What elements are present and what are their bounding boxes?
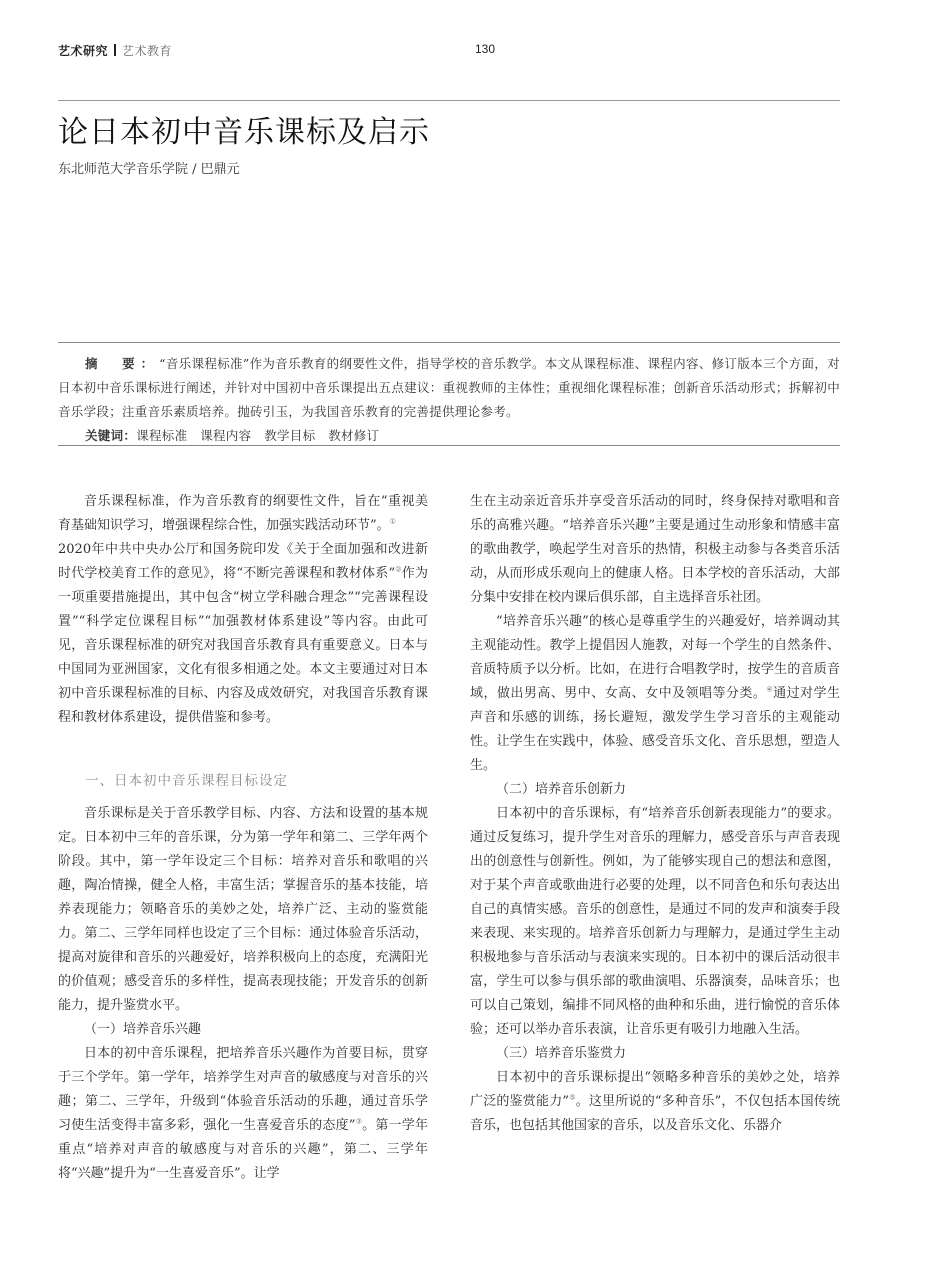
- footnote-ref-3: ③: [355, 1117, 363, 1126]
- header-rule: [58, 100, 840, 101]
- interest-core-text-1: “培养音乐兴趣”的核心是尊重学生的兴趣爱好，培养调动其主观能动性。教学上提倡因人施教，对每一个学生的自然条件、音质特质予以分析。比如，在进行合唱教学时，按学生的音质音域，做出男高、男中、女高、女中及领唱等分类。: [470, 614, 840, 701]
- footnote-ref-5: ⑤: [569, 1093, 576, 1102]
- section-name: 艺术教育: [122, 44, 173, 58]
- header-separator: [114, 44, 116, 56]
- abstract-bottom-rule: [58, 445, 840, 446]
- journal-name: 艺术研究: [58, 44, 109, 58]
- intro-text-3: 作为一项重要措施提出，其中包含“树立学科融合理念”“完善课程设置”“科学定位课程目标”“加强教材体系建设”等内容。由此可见，音乐课程标准的研究对我国音乐教育具有重要意义。日本与中国同为亚洲国家，文化有很多相通之处。本文主要通过对日本初中音乐课程标准的目标、内容及成效研究，对我国音乐教育课程和教材体系建设，提供借鉴和参考。: [58, 566, 428, 725]
- intro-text-1: 音乐课程标准，作为音乐教育的纲要性文件，旨在“重视美育基础知识学习，增强课程综合性，加强实践活动环节”。: [58, 494, 428, 533]
- subsection-1-text-1: 日本的初中音乐课程，把培养音乐兴趣作为首要目标，贯穿于三个学年。第一学年，培养学生对声音的敏感度与对音乐的兴趣；第二、三学年，升级到“体验音乐活动的乐趣，通过音乐学习使生活变得丰富多彩，强化一生喜爱音乐的态度”: [58, 1046, 428, 1133]
- running-header: [58, 40, 840, 64]
- footnote-ref-2: ②: [395, 565, 402, 574]
- right-column: [470, 490, 840, 1138]
- keywords-text: 课程标准 课程内容 教学目标 教材修订: [136, 428, 380, 443]
- interest-core-text-2: 通过对学生声音和乐感的训练，扬长避短，激发学生学习音乐的主观能动性。让学生在实践中，体验、感受音乐文化、音乐思想，塑造人生。: [470, 686, 840, 773]
- subsection-1-paragraph: [58, 1042, 428, 1186]
- author-line: 东北师范大学音乐学院 / 巴鼎元: [58, 162, 240, 177]
- footnote-ref-1: ①: [389, 517, 396, 526]
- intro-paragraph: [58, 490, 428, 730]
- abstract-block: [58, 352, 840, 448]
- section-1-heading: 一、日本初中音乐课程目标设定: [85, 773, 288, 789]
- subsection-3-paragraph: [470, 1066, 840, 1138]
- left-column: [58, 490, 428, 1186]
- journal-label: [58, 42, 172, 59]
- subsection-1-text-2: 。第一学年重点“培养对声音的敏感度与对音乐的兴趣”，第二、三学年将“兴趣”提升为“一生喜爱音乐”。让学: [58, 1118, 428, 1181]
- page-number: 130: [475, 42, 496, 56]
- intro-text-2: 2020年中共中央办公厅和国务院印发《关于全面加强和改进新时代学校美育工作的意见》，将“不断完善课程和教材体系”: [58, 542, 428, 581]
- abstract-paragraph: [58, 352, 840, 424]
- section-spacer: [58, 730, 428, 754]
- article-title: 论日本初中音乐课标及启示: [58, 115, 430, 150]
- keywords-label: 关键词：: [85, 428, 137, 443]
- subsection-2-paragraph: 日本初中的音乐课标，有“培养音乐创新表现能力”的要求。通过反复练习，提升学生对音乐的理解力，感受音乐与声音表现出的创意性与创新性。例如，为了能够实现自己的想法和意图，对于某个声音或歌曲进行必要的处理，以不同音色和乐句表达出自己的真情实感。音乐的创意性，是通过不同的发声和演奏手段来表现、来实现的。培养音乐创新力与理解力，是通过学生主动积极地参与音乐活动与表演来实现的。日本初中的课后活动很丰富，学生可以参与俱乐部的歌曲演唱、乐器演奏，品味音乐；也可以自己策划，编排不同风格的曲种和乐曲，进行愉悦的音乐体验；还可以举办音乐表演，让音乐更有吸引力地融入生活。: [470, 806, 840, 1037]
- interest-core-paragraph: [470, 610, 840, 778]
- footnote-ref-4: ④: [766, 685, 774, 694]
- section-1-paragraph: 音乐课标是关于音乐教学目标、内容、方法和设置的基本规定。日本初中三年的音乐课，分为第一学年和第二、三学年两个阶段。其中，第一学年设定三个目标：培养对音乐和歌唱的兴趣，陶冶情操，健全人格，丰富生活；掌握音乐的基本技能，培养表现能力；领略音乐的美妙之处，培养广泛、主动的鉴赏能力。第二、三学年同样也设定了三个目标：通过体验音乐活动，提高对旋律和音乐的兴趣爱好，培养积极向上的态度，充满阳光的价值观；感受音乐的多样性，提高表现技能；开发音乐的创新能力，提升鉴赏水平。: [58, 806, 428, 1013]
- subsection-2-heading: （二）培养音乐创新力: [496, 782, 627, 797]
- subsection-1-heading: （一）培养音乐兴趣: [84, 1022, 202, 1037]
- subsection-3-text-2: 。这里所说的“多种音乐”，不仅包括本国传统音乐，也包括其他国家的音乐，以及音乐文化、乐器介: [470, 1094, 841, 1133]
- subsection-3-heading: （三）培养音乐鉴赏力: [496, 1046, 627, 1061]
- continued-paragraph: 生在主动亲近音乐并享受音乐活动的同时，终身保持对歌唱和音乐的高雅兴趣。“培养音乐兴趣”主要是通过生动形象和情感丰富的歌曲教学，唤起学生对音乐的热情，积极主动参与各类音乐活动，从而形成乐观向上的健康人格。日本学校的音乐活动，大部分集中安排在校内课后俱乐部，自主选择音乐社团。: [470, 494, 840, 605]
- subsection-3-text-1: 日本初中的音乐课标提出“领略多种音乐的美妙之处，培养广泛的鉴赏能力”: [470, 1070, 840, 1109]
- abstract-top-rule: [58, 342, 840, 343]
- abstract-label: 摘 要：: [85, 356, 160, 371]
- abstract-text: “音乐课程标准”作为音乐教育的纲要性文件，指导学校的音乐教学。本文从课程标准、课程内容、修订版本三个方面，对日本初中音乐课标进行阐述，并针对中国初中音乐课提出五点建议：重视教师的主体性；重视细化课程标准；创新音乐活动形式；拆解初中音乐学段；注重音乐素质培养。抛砖引玉，为我国音乐教育的完善提供理论参考。: [58, 356, 840, 419]
